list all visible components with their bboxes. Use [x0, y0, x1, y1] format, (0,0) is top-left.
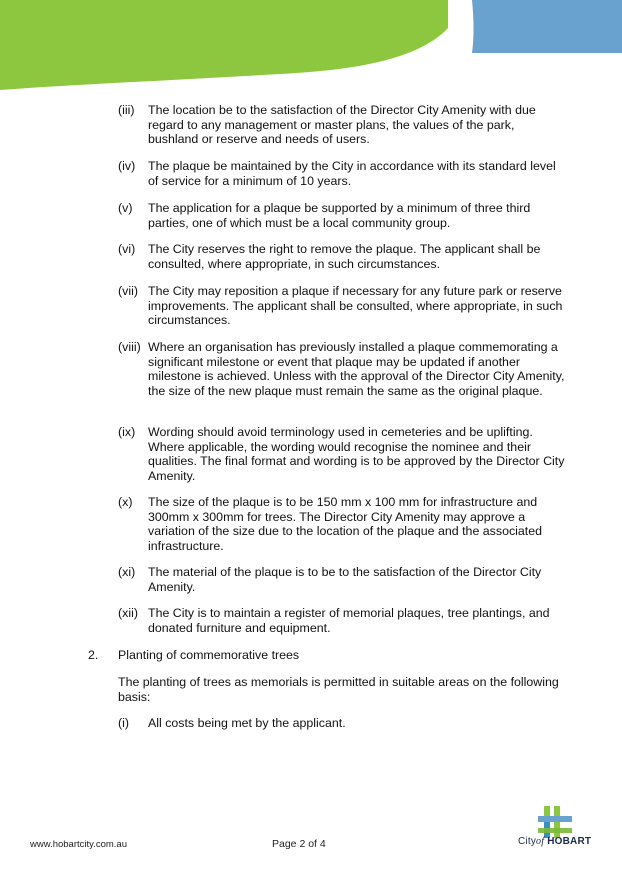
list-item-number: (iv): [118, 159, 136, 173]
list-item-number: (i): [118, 716, 130, 730]
list-item-text: The size of the plaque is to be 150 mm x 100 mm for infrastructure and 300mm x 300mm for trees. The Director City Amenity may approve a variation of the size due to the location of the plaque and the associated infrastructure.: [148, 495, 543, 553]
list-item-text: Where an organisation has previously installed a plaque commemorating a significant milestone or event that plaque may be updated if another milestone is achieved. Unless with the approval of the Director City Amenity, the size of the new plaque must remain the same as the original plaque.: [148, 340, 565, 398]
logo-word-city: City: [518, 836, 537, 847]
footer-website: www.hobartcity.com.au: [30, 839, 127, 850]
section-number: 2.: [88, 648, 99, 662]
list-item-number: (x): [118, 495, 133, 509]
list-item-text: The City is to maintain a register of memorial plaques, tree plantings, and donated furniture and equipment.: [148, 606, 550, 635]
list-item-text: Wording should avoid terminology used in cemeteries and be uplifting. Where applicable, the wording would recognise the nominee and their qualities. The final format and wording is to be approved by the Director City Amenity.: [148, 425, 565, 483]
list-item-text: The application for a plaque be supported by a minimum of three third parties, one of which must be a local community group.: [148, 201, 531, 230]
list-item-text: The City may reposition a plaque if necessary for any future park or reserve improvements. The applicant shall be consulted, where appropriate, in such circumstances.: [148, 284, 563, 328]
list-item-number: (iii): [118, 103, 135, 117]
list-item-number: (vi): [118, 242, 136, 256]
list-item-number: (vii): [118, 284, 138, 298]
list-item-number: (ix): [118, 425, 136, 439]
logo-wordmark: [518, 836, 598, 847]
logo-mark: [538, 806, 572, 838]
list-item-text: The City reserves the right to remove the plaque. The applicant shall be consulted, where appropriate, in such circumstances.: [148, 242, 541, 271]
list-item-text: The plaque be maintained by the City in accordance with its standard level of service for a minimum of 10 years.: [148, 159, 556, 188]
logo-word-hobart: HOBART: [547, 836, 592, 847]
section-intro: The planting of trees as memorials is permitted in suitable areas on the following basis:: [118, 675, 559, 704]
list-item-number: (viii): [118, 340, 141, 354]
list-item-number: (xii): [118, 606, 138, 620]
list-item-text: The material of the plaque is to be to the satisfaction of the Director City Amenity.: [148, 565, 542, 594]
section-title: Planting of commemorative trees: [118, 648, 300, 662]
page-number: Page 2 of 4: [272, 838, 326, 850]
list-item-text: The location be to the satisfaction of the Director City Amenity with due regard to any management or master plans, the values of the park, bushland or reserve and needs of users.: [148, 103, 536, 147]
list-item-text: All costs being met by the applicant.: [148, 716, 346, 730]
logo-word-of: of: [536, 836, 545, 847]
list-item-number: (xi): [118, 565, 136, 579]
list-item-number: (v): [118, 201, 133, 215]
